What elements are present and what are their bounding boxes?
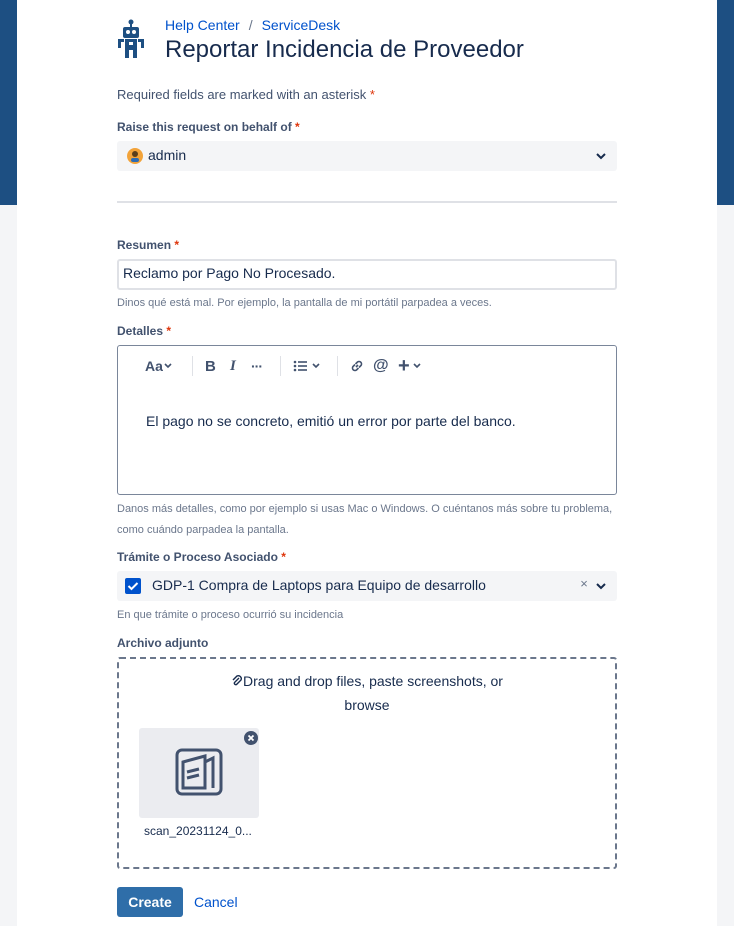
resumen-input[interactable]: Reclamo por Pago No Procesado. (117, 259, 617, 290)
avatar-icon (127, 148, 143, 164)
toolbar-separator (280, 356, 281, 376)
detalles-label: Detalles * (117, 324, 172, 338)
detalles-body[interactable]: El pago no se concreto, emitió un error por parte del banco. (146, 413, 516, 429)
chevron-down-icon (310, 361, 322, 371)
tramite-label: Trámite o Proceso Asociado * (117, 550, 286, 564)
behalf-select[interactable] (117, 141, 617, 171)
form-card (17, 0, 717, 926)
chevron-down-icon[interactable] (595, 150, 607, 162)
detalles-help: Danos más detalles, como por ejemplo si usas Mac o Windows. O cuéntanos más sobre tu problema, como cuándo parpadea la pantalla. (117, 503, 613, 536)
dropzone-text: Drag and drop files, paste screenshots, or browse (119, 669, 615, 717)
bullet-list-button[interactable] (293, 355, 322, 377)
tramite-help: En que trámite o proceso ocurrió su incidencia (117, 609, 344, 621)
bold-icon[interactable]: B (205, 357, 216, 375)
link-button[interactable] (349, 355, 365, 377)
behalf-label: Raise this request on behalf of * (117, 120, 300, 134)
attachment-label: Archivo adjunto (117, 636, 209, 650)
portal-header (117, 14, 617, 74)
italic-icon[interactable]: I (230, 357, 236, 374)
behalf-value: admin (148, 147, 187, 163)
plus-icon: + (398, 354, 410, 377)
file-icon (175, 748, 223, 796)
breadcrumb-service-desk[interactable]: ServiceDesk (261, 17, 341, 33)
breadcrumb-help-center[interactable]: Help Center (165, 17, 240, 33)
remove-icon[interactable] (243, 730, 259, 746)
breadcrumb-separator: / (248, 17, 253, 33)
resumen-label: Resumen * (117, 238, 180, 252)
paperclip-icon (231, 674, 243, 688)
insert-button[interactable] (398, 355, 422, 377)
create-button[interactable]: Create (117, 887, 183, 917)
attachment-dropzone[interactable] (117, 657, 617, 869)
page-title: Reportar Incidencia de Proveedor (165, 36, 524, 63)
browse-link[interactable]: browse (344, 697, 390, 713)
robot-logo-icon (117, 19, 145, 59)
tramite-select[interactable] (117, 571, 617, 601)
chevron-down-icon (163, 361, 173, 371)
text-style-button[interactable]: Aa (145, 355, 173, 377)
more-icon[interactable]: ··· (251, 358, 262, 374)
tramite-value: GDP-1 Compra de Laptops para Equipo de desarrollo (152, 577, 486, 593)
required-fields-note: Required fields are marked with an asterisk * (117, 87, 375, 102)
mention-icon[interactable]: @ (373, 357, 389, 374)
file-thumbnail[interactable] (139, 728, 259, 818)
toolbar-separator (192, 356, 193, 376)
bullet-list-icon (293, 360, 307, 372)
link-icon (349, 358, 365, 374)
detalles-editor[interactable] (117, 345, 617, 495)
breadcrumb (165, 17, 340, 33)
toolbar-separator (337, 356, 338, 376)
resumen-help: Dinos qué está mal. Por ejemplo, la pantalla de mi portátil parpadea a veces. (117, 297, 492, 309)
chevron-down-icon (412, 361, 422, 371)
file-name: scan_20231124_0... (144, 824, 252, 838)
checkbox-checked-icon[interactable] (125, 578, 141, 594)
cancel-button[interactable]: Cancel (194, 894, 238, 910)
chevron-down-icon[interactable] (595, 580, 607, 592)
clear-icon[interactable]: × (580, 576, 588, 591)
divider (117, 201, 617, 203)
